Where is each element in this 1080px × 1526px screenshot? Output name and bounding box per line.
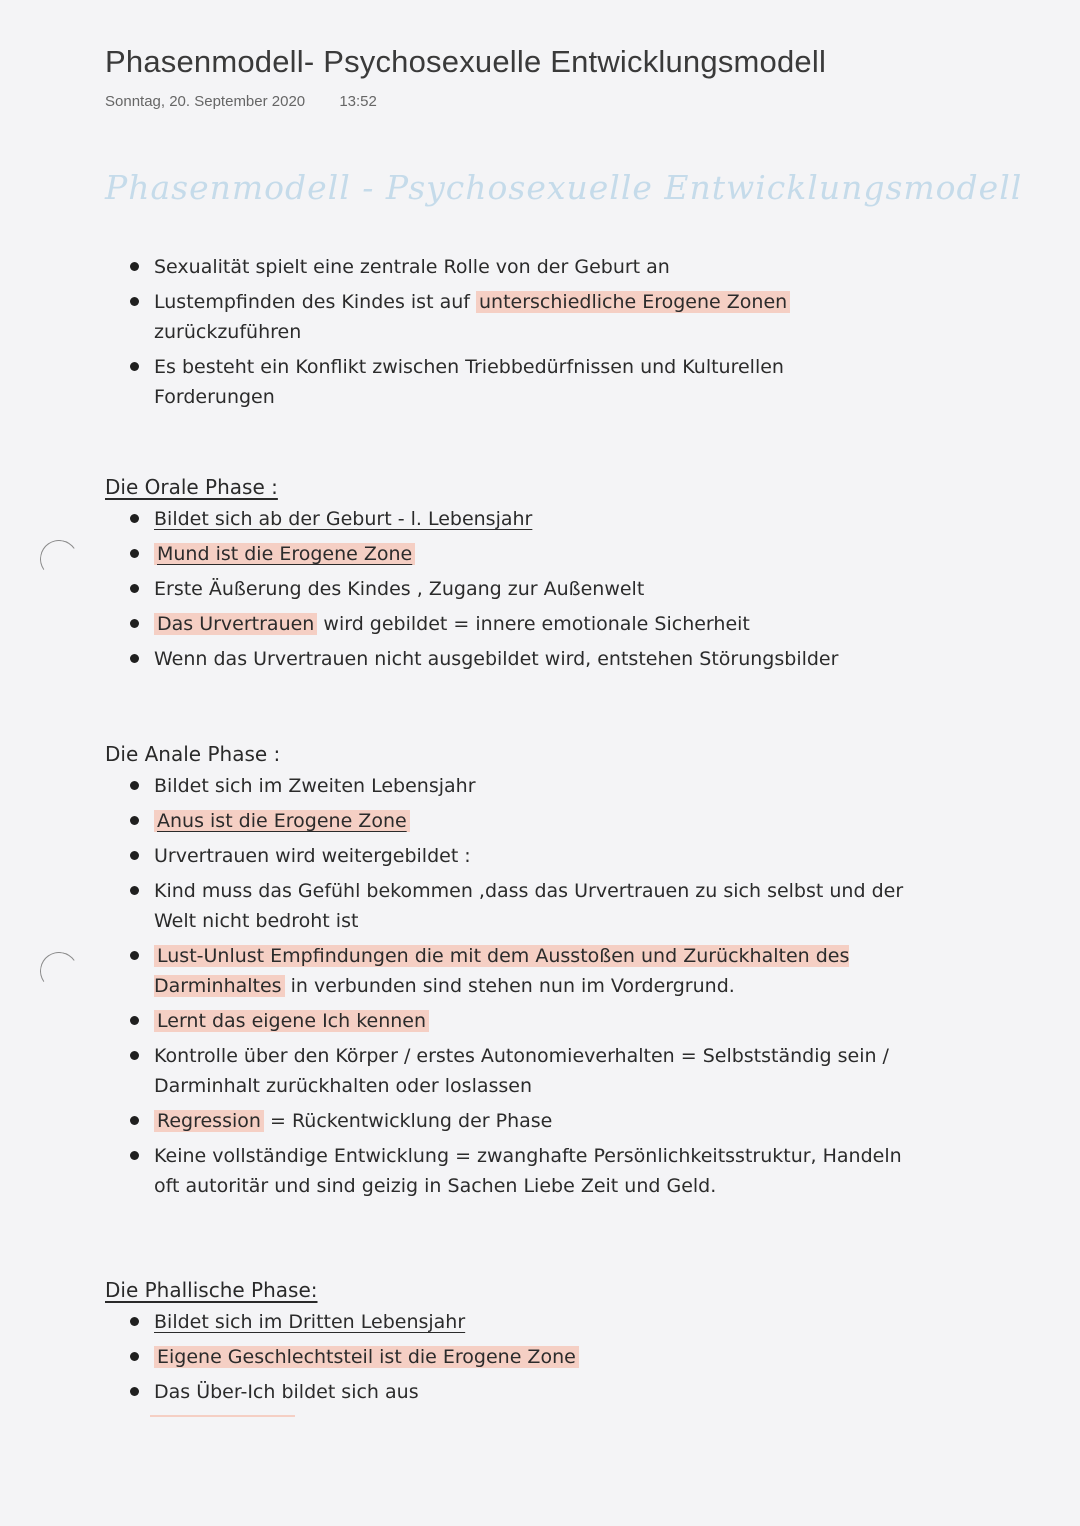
page-title: Phasenmodell- Psychosexuelle Entwicklungsmodell: [105, 44, 827, 79]
section-title: Die Anale Phase :: [105, 742, 281, 766]
list-item: [130, 806, 910, 836]
list-item: Kontrolle über den Körper / erstes Autonomieverhalten = Selbstständig sein / Darminhalt zurückhalten oder loslassen: [130, 1041, 910, 1101]
list-item: Keine vollständige Entwicklung = zwanghafte Persönlichkeitsstruktur, Handeln oft autoritär und sind geizig in Sachen Liebe Zeit und Geld.: [130, 1141, 910, 1201]
highlight: Mund ist die Erogene Zone: [154, 543, 415, 565]
list-item: Regression = Rückentwicklung der Phase: [130, 1106, 910, 1136]
highlight: Lernt das eigene Ich kennen: [154, 1010, 429, 1032]
intro-list: [130, 252, 890, 417]
section-title: Die Orale Phase :: [105, 475, 278, 499]
list-item: Sexualität spielt eine zentrale Rolle von der Geburt an: [130, 252, 890, 282]
page-meta: [105, 93, 377, 110]
anale-list: [130, 771, 910, 1201]
list-item: Bildet sich im Zweiten Lebensjahr: [130, 771, 910, 801]
phallische-list: [130, 1307, 910, 1407]
punch-hole: [37, 949, 81, 993]
list-item: Urvertrauen wird weitergebildet :: [130, 841, 910, 871]
list-item: Das Über-Ich bildet sich aus: [130, 1377, 910, 1407]
section-phallische-phase: [105, 1273, 925, 1412]
section-orale-phase: [105, 470, 925, 679]
page-date: Sonntag, 20. September 2020: [105, 93, 306, 110]
list-item: Bildet sich im Dritten Lebensjahr: [130, 1307, 910, 1337]
list-item: [130, 1006, 910, 1036]
page-time: 13:52: [339, 93, 377, 110]
orale-list: [130, 504, 910, 674]
list-item: Wenn das Urvertrauen nicht ausgebildet wird, entstehen Störungsbilder: [130, 644, 910, 674]
list-item: Bildet sich ab der Geburt - l. Lebensjahr: [130, 504, 910, 534]
list-item: Lustempfinden des Kindes ist auf unterschiedliche Erogene Zonen zurückzuführen: [130, 287, 890, 347]
list-item: Erste Äußerung des Kindes , Zugang zur Außenwelt: [130, 574, 910, 604]
list-item: [130, 539, 910, 569]
list-item: Es besteht ein Konflikt zwischen Triebbedürfnissen und Kulturellen Forderungen: [130, 352, 890, 412]
highlight: Anus ist die Erogene Zone: [154, 810, 410, 832]
section-title: Die Phallische Phase:: [105, 1278, 318, 1302]
list-item: Das Urvertrauen wird gebildet = innere emotionale Sicherheit: [130, 609, 910, 639]
highlight-stroke: [150, 1415, 295, 1417]
list-item: Kind muss das Gefühl bekommen ,dass das Urvertrauen zu sich selbst und der Welt nicht bedroht ist: [130, 876, 910, 936]
list-item: Lust-Unlust Empfindungen die mit dem Ausstoßen und Zurückhalten des Darminhaltes in verbunden sind stehen nun im Vordergrund.: [130, 941, 910, 1001]
highlight: Das Urvertrauen: [154, 613, 317, 635]
section-anale-phase: [105, 737, 925, 1206]
handwritten-heading: Phasenmodell - Psychosexuelle Entwicklungsmodell: [105, 168, 1023, 207]
highlight: Eigene Geschlechtsteil ist die Erogene Zone: [154, 1346, 579, 1368]
list-item: [130, 1342, 910, 1372]
highlight: Lust-Unlust Empfindungen die mit dem Ausstoßen und Zurückhalten des Darminhaltes: [154, 945, 850, 997]
highlight: unterschiedliche Erogene Zonen: [476, 291, 790, 313]
punch-hole: [37, 537, 81, 581]
highlight: Regression: [154, 1110, 264, 1132]
